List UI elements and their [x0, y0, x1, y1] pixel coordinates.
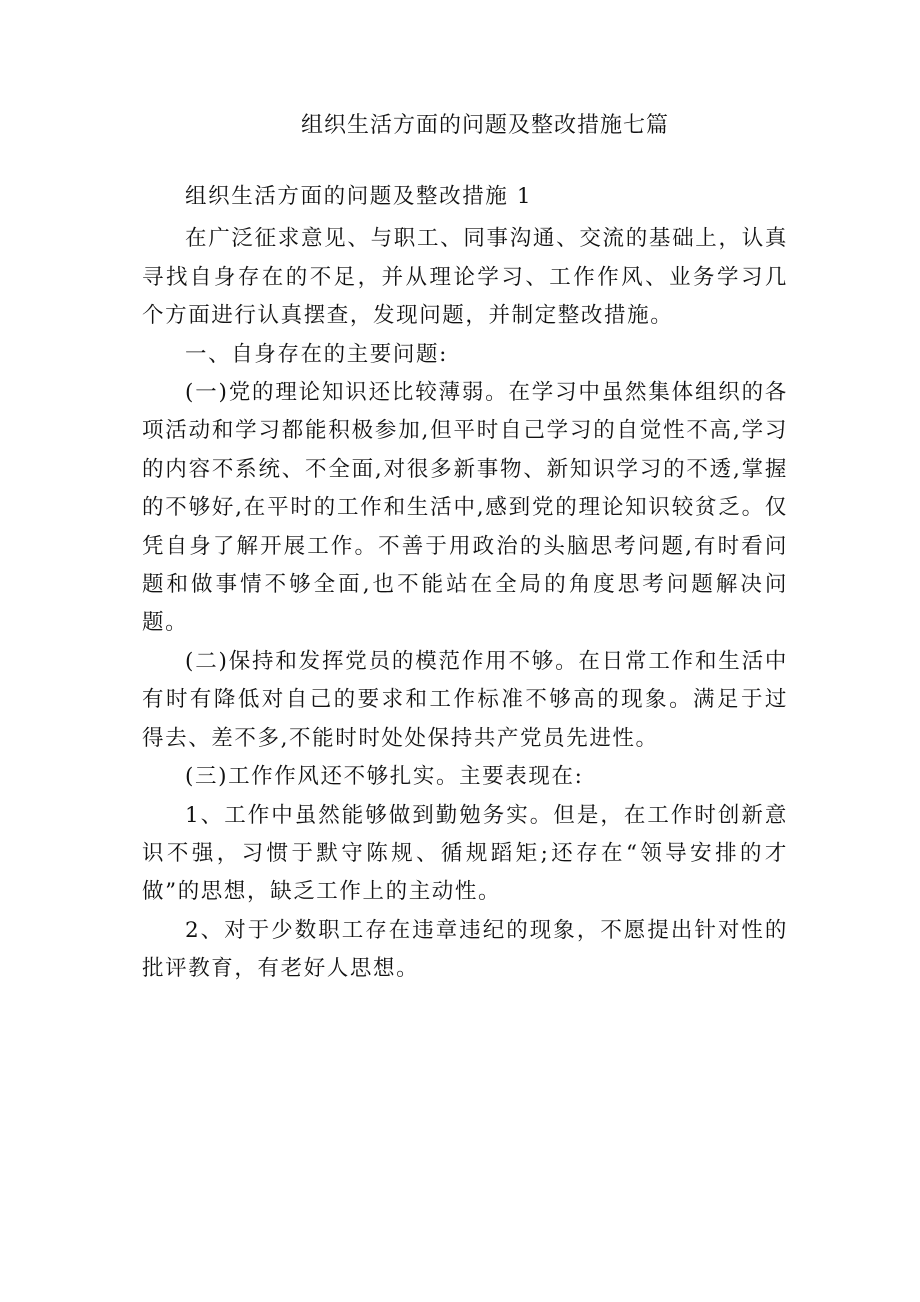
paragraph-problem-2: (二)保持和发挥党员的模范作用不够。在日常工作和生活中有时有降低对自己的要求和工作标准不够高的现象。满足于过得去、差不多,不能时时处处保持共产党员先进性。 — [142, 648, 788, 751]
paragraph-heading-problems: 一、自身存在的主要问题: — [185, 341, 448, 367]
watermark: zixin — [545, 600, 667, 654]
section-heading: 组织生活方面的问题及整改措施 1 — [185, 184, 533, 209]
document-body — [142, 178, 788, 989]
paragraph-item-1: 1、工作中虽然能够做到勤勉务实。但是，在工作时创新意识不强，习惯于默守陈规、循规蹈矩;还存在“领导安排的才做”的思想，缺乏工作上的主动性。 — [142, 802, 788, 905]
paragraph-intro: 在广泛征求意见、与职工、同事沟通、交流的基础上，认真寻找自身存在的不足，并从理论学习、工作作风、业务学习几个方面进行认真摆查，发现问题，并制定整改措施。 — [142, 226, 788, 329]
paragraph-problem-1: (一)党的理论知识还比较薄弱。在学习中虽然集体组织的各项活动和学习都能积极参加,但平时自己学习的自觉性不高,学习的内容不系统、不全面,对很多新事物、新知识学习的不透,掌握的不够好,在平时的工作和生活中,感到党的理论知识较贫乏。仅凭自身了解开展工作。不善于用政治的头脑思考问题,有时看问题和做事情不够全面,也不能站在全局的角度思考问题解决问题。 — [142, 380, 788, 636]
document-title: 组织生活方面的问题及整改措施七篇 — [300, 113, 669, 138]
paragraph-problem-3: (三)工作作风还不够扎实。主要表现在: — [185, 764, 584, 790]
paragraph-item-2: 2、对于少数职工存在违章违纪的现象，不愿提出针对性的批评教育，有老好人思想。 — [142, 917, 788, 982]
